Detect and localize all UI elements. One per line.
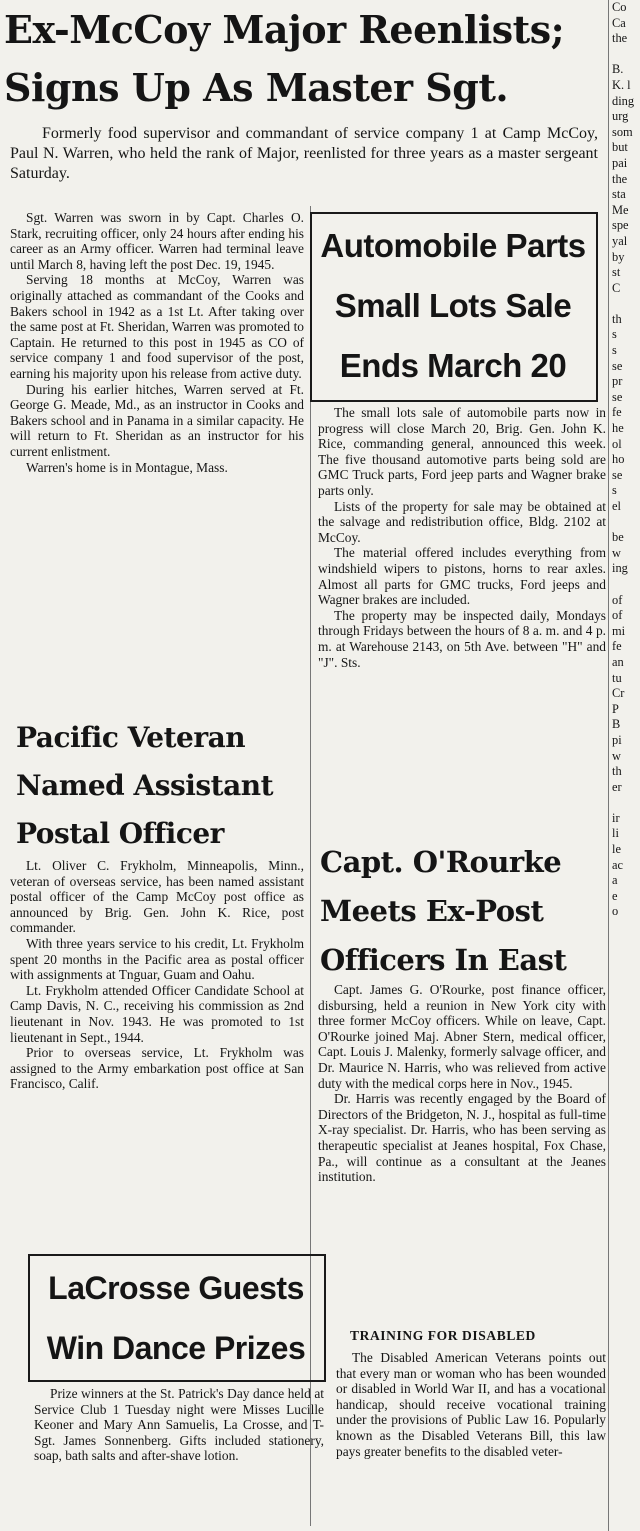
fragment-line — [612, 577, 640, 593]
fragment-line: e — [612, 888, 618, 903]
fragment-line: K. l — [612, 77, 631, 92]
fragment-line — [612, 795, 640, 811]
fragment-line: th — [612, 311, 622, 326]
orourke-headline-line3: Officers In East — [320, 943, 567, 977]
fragment-line: but — [612, 140, 628, 155]
fragment-line: le — [612, 842, 621, 857]
fragment-line: ol — [612, 436, 622, 451]
fragment-line: B. — [612, 62, 624, 77]
fragment-line: o — [612, 904, 619, 919]
fragment-line: mi — [612, 623, 626, 638]
fragment-line: pai — [612, 155, 628, 170]
auto-parts-headline-line1: Automobile Parts — [320, 227, 586, 264]
main-lead — [10, 124, 598, 184]
auto-parts-headline-line2: Small Lots Sale — [334, 287, 572, 324]
main-headline-line2: Signs Up As Master Sgt. — [4, 65, 509, 110]
pacific-headline-line2: Named Assistant — [16, 769, 274, 802]
orourke-paragraph: Capt. James G. O'Rourke, post finance officer, disbursing, held a reunion in New York city with three former McCoy officers. While on leave, Capt. O'Rourke joined Maj. Abner Stern, medical officer, Capt. Louis J. Malenky, formerly salvage officer, and Dr. Maurice N. Harris, who was relieved from active duty with the medical corps here in Nov., 1945. — [318, 982, 606, 1091]
fragment-line: yal — [612, 233, 628, 248]
pacific-body — [10, 858, 304, 1092]
fragment-line: Me — [612, 202, 629, 217]
fragment-line: P — [612, 701, 619, 716]
training-body — [336, 1350, 606, 1459]
fragment-line: he — [612, 421, 624, 436]
fragment-line: w — [612, 748, 621, 763]
lacrosse-headline-line2: Win Dance Prizes — [46, 1330, 306, 1366]
main-headline-line1: Ex-McCoy Major Reenlists; — [4, 7, 565, 52]
fragment-line: se — [612, 467, 623, 482]
fragment-line: er — [612, 779, 622, 794]
fragment-line: st — [612, 265, 621, 280]
fragment-line — [612, 47, 640, 63]
orourke-body — [318, 982, 606, 1185]
fragment-line: the — [612, 171, 628, 186]
main-story-body — [10, 210, 304, 475]
auto-parts-body — [318, 405, 606, 670]
fragment-line: Ca — [612, 15, 626, 30]
fragment-line: ing — [612, 561, 628, 576]
fragment-line: w — [612, 545, 621, 560]
pacific-paragraph: Lt. Frykholm attended Officer Candidate School at Camp Davis, N. C., receiving his commission as 2nd lieutenant in Nov. 1943. He was promoted to 1st lieutenant in Sept., 1944. — [10, 982, 304, 1045]
lacrosse-body — [34, 1386, 324, 1464]
fragment-line: Co — [612, 0, 627, 14]
fragment-line: som — [612, 124, 633, 139]
fragment-line — [612, 296, 640, 312]
orourke-headline-line2: Meets Ex-Post — [320, 894, 544, 928]
fragment-line: ding — [612, 93, 635, 108]
pacific-headline-line3: Postal Officer — [16, 817, 224, 850]
fragment-line: of — [612, 592, 623, 607]
fragment-line: fe — [612, 639, 622, 654]
lacrosse-paragraph: Prize winners at the St. Patrick's Day dance held at Service Club 1 Tuesday night were Misses Lucille Keoner and Mary Ann Samuelis, La Crosse, and T-Sgt. James Sonnenberg. Gifts included stationery, soap, bath salts and after-shave lotion. — [34, 1386, 324, 1464]
fragment-line: C — [612, 280, 621, 295]
fragment-line: tu — [612, 670, 622, 685]
fragment-line: fe — [612, 405, 622, 420]
main-lead-text: Formerly food supervisor and commandant of service company 1 at Camp McCoy, Paul N. Warren, who held the rank of Major, reenlisted for three years as a master sergeant Saturday. — [10, 125, 598, 182]
fragment-line: be — [612, 530, 624, 545]
fragment-line: urg — [612, 109, 629, 124]
fragment-line: an — [612, 654, 624, 669]
pacific-headline-line1: Pacific Veteran — [16, 721, 246, 754]
pacific-paragraph: With three years service to his credit, Lt. Frykholm spent 20 months in the Pacific area as postal officer with assignments at Tnguar, Guam and Oahu. — [10, 935, 304, 983]
pacific-paragraph: Prior to overseas service, Lt. Frykholm was assigned to the Army embarkation post office at San Francisco, Calif. — [10, 1045, 304, 1092]
fragment-line: th — [612, 764, 622, 779]
fragment-line: by — [612, 249, 625, 264]
fragment-line: ho — [612, 452, 625, 467]
auto-parts-paragraph: The material offered includes everything from windshield wipers to pistons, horns to rear axles. Almost all parts for GMC trucks, Ford jeeps and Wagner brakes are included. — [318, 545, 606, 608]
fragment-line: s — [612, 483, 617, 498]
fragment-line: s — [612, 343, 617, 358]
main-paragraph: Sgt. Warren was sworn in by Capt. Charles O. Stark, recruiting officer, only 24 hours after ending his career as an Army officer. Warren had terminal leave until March 8, having left the post Dec. 19, 1945. — [10, 210, 304, 272]
fragment-line: sta — [612, 187, 626, 202]
fragment-line — [612, 515, 640, 531]
fragment-line: se — [612, 389, 623, 404]
fragment-line: spe — [612, 218, 629, 233]
adjacent-column-fragment — [612, 0, 640, 1531]
training-headline: TRAINING FOR DISABLED — [350, 1328, 536, 1343]
fragment-line: of — [612, 608, 623, 623]
main-paragraph: Serving 18 months at McCoy, Warren was originally attached as commandant of the Cooks and Bakers school in 1942 as a 1st Lt. After taking over the same post at Ft. Sheridan, Warren was promoted to Captain. He returned to this post in 1945 as CO of service company 1 and food supervisor of the post, earning his majority upon his release from active duty. — [10, 272, 304, 381]
main-paragraph: Warren's home is in Montague, Mass. — [26, 459, 228, 475]
training-paragraph: The Disabled American Veterans points out that every man or woman who has been wounded or disabled in World War II, and has a vocational handicap, should receive vocational training under the provisions of Public Law 16. Popularly known as the Disabled Veterans Bill, this law pays greater benefits to the disabled veter- — [336, 1350, 606, 1459]
fragment-line: pr — [612, 374, 623, 389]
fragment-line: a — [612, 873, 618, 888]
pacific-paragraph: Lt. Oliver C. Frykholm, Minneapolis, Minn., veteran of overseas service, has been named assistant postal officer of the Camp McCoy post office as announced by Brig. Gen. John K. Rice, post commander. — [10, 858, 304, 936]
fragment-line: el — [612, 499, 621, 513]
auto-parts-paragraph: Lists of the property for sale may be obtained at the salvage and redistribution office, Bldg. 2102 at McCoy. — [318, 498, 606, 545]
fragment-line: the — [612, 31, 628, 46]
main-paragraph: During his earlier hitches, Warren served at Ft. George G. Meade, Md., as an instructor in Cooks and Bakers school and in Panama in a similar capacity. He will return to Ft. Sheridan as an instructor for his current enlistment. — [10, 381, 304, 459]
column-rule-right — [608, 0, 609, 1531]
fragment-line: se — [612, 358, 623, 373]
fragment-line: li — [612, 826, 619, 841]
fragment-line: B — [612, 717, 621, 732]
lacrosse-headline-line1: LaCrosse Guests — [48, 1270, 304, 1306]
auto-parts-paragraph: The property may be inspected daily, Mondays through Fridays between the hours of 8 a. m. and 4 p. m. at Warehouse 2143, on 5th Ave. between "H" and "J". Sts. — [318, 607, 606, 670]
auto-parts-paragraph: The small lots sale of automobile parts now in progress will close March 20, Brig. Gen. John K. Rice, commanding general, announced this week. The five thousand automotive parts being sold are GMC Truck parts, Ford jeep parts and Wagner brake parts only. — [318, 405, 606, 498]
fragment-line: ir — [612, 810, 620, 825]
fragment-line: s — [612, 327, 617, 342]
orourke-headline-line1: Capt. O'Rourke — [320, 845, 562, 879]
fragment-line: ac — [612, 857, 623, 872]
fragment-line: pi — [612, 732, 622, 747]
orourke-paragraph: Dr. Harris was recently engaged by the Board of Directors of the Bridgeton, N. J., hospital as full-time X-ray specialist. Dr. Harris, who has been serving as therapeutic specialist at Jeanes hospital, Fox Chase, Pa., will continue as a consultant at the Jeanes institution. — [318, 1091, 606, 1185]
auto-parts-headline-line3: Ends March 20 — [339, 347, 567, 384]
fragment-line: Cr — [612, 686, 625, 701]
